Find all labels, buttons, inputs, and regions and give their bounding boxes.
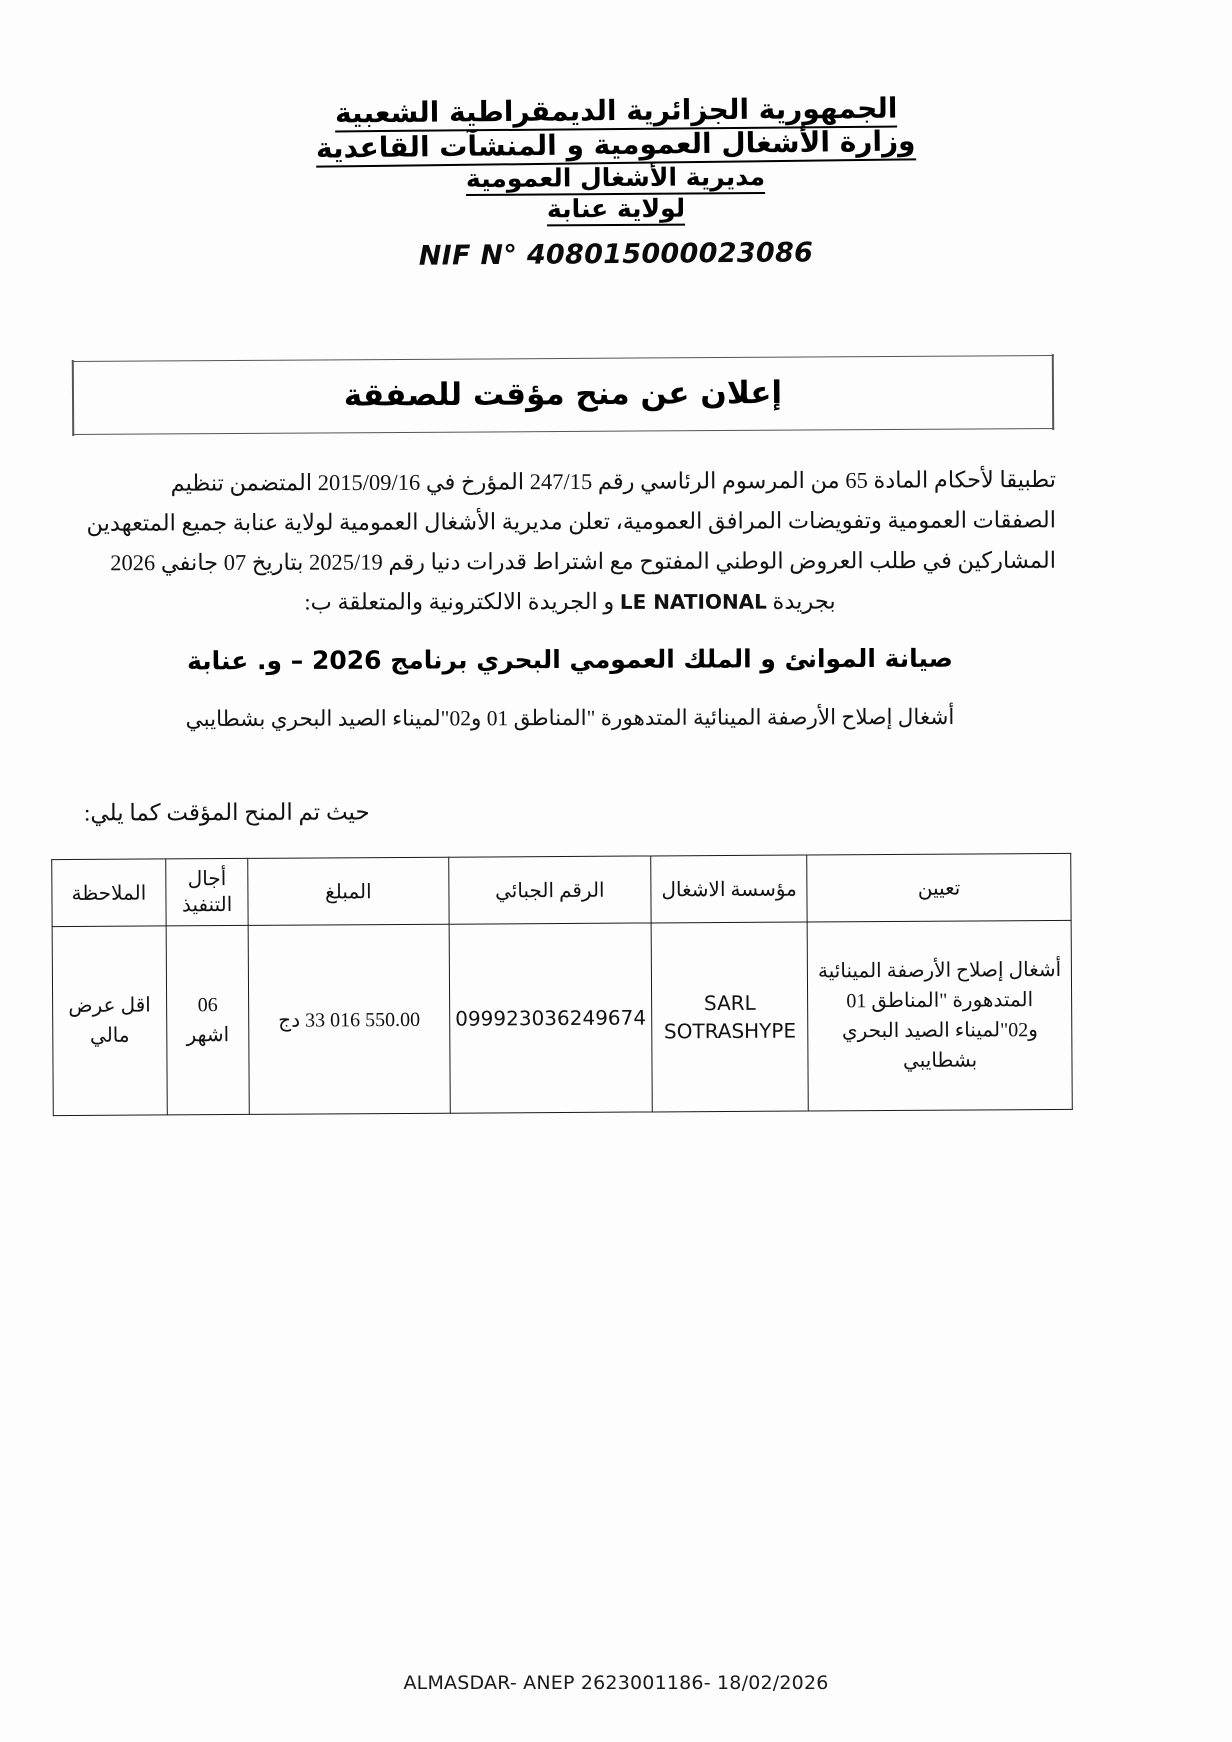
- cell-company-line1: SARL: [703, 990, 756, 1016]
- cell-company-line2: SOTRASHYPE: [663, 1018, 797, 1044]
- body-line-3: المشاركين في طلب العروض الوطني المفتوح مع اشتراط قدرات دنيا رقم 2025/19 بتاريخ 07 جانفي 2026: [110, 547, 1057, 576]
- body-line-4: [84, 581, 1056, 623]
- cell-company: [651, 922, 808, 1112]
- cell-amount-value: 33 016 550.00: [305, 1008, 421, 1032]
- cell-delay-number: 06: [197, 994, 218, 1017]
- cell-delay: [166, 925, 249, 1114]
- table-header-delay: [166, 858, 249, 926]
- header-line-ministry-text: وزارة الأشغال العمومية و المنشآت القاعدية: [316, 127, 916, 169]
- award-table: [51, 853, 1073, 1116]
- table-header-company: مؤسسة الاشغال: [651, 855, 808, 923]
- cell-remark-line1: اقل عرض: [68, 994, 151, 1018]
- table-row: [52, 920, 1072, 1115]
- cell-delay-unit: اشهر: [186, 1024, 230, 1047]
- cell-fiscal-number: 099923036249674: [449, 923, 653, 1113]
- document-header: [0, 91, 1232, 273]
- project-title: صيانة الموانئ و الملك العمومي البحري برنامج 2026 – و. عنابة: [187, 643, 953, 676]
- table-header-amount: المبلغ: [248, 857, 449, 925]
- cell-amount: [248, 924, 450, 1114]
- body-line-2: الصفقات العمومية وتفويضات المرافق العمومية، تعلن مديرية الأشغال العمومية لولاية عنابة جميع المتعهدين: [86, 507, 1057, 536]
- table-header-remark: الملاحظة: [52, 859, 166, 927]
- award-lead-in: [84, 800, 1056, 826]
- award-lead-in-text: حيث تم المنح المؤقت كما يلي:: [83, 799, 370, 826]
- announcement-title: إعلان عن منح مؤقت للصفقة: [343, 374, 783, 414]
- body-newspaper-suffix: و الجريدة الالكترونية والمتعلقة ب:: [304, 588, 615, 615]
- cell-amount-currency: دج: [278, 1009, 301, 1032]
- header-line-wilaya-text: لولاية عنابة: [547, 195, 685, 227]
- announcement-title-box: [72, 355, 1054, 435]
- body-line-1: تطبيقا لأحكام المادة 65 من المرسوم الرئاسي رقم 247/15 المؤرخ في 2015/09/16 المتضمن تنظيم: [170, 466, 1057, 496]
- table-header-delay-line1: أجال: [187, 868, 227, 891]
- cell-designation: أشغال إصلاح الأرصفة المينائية المتدهورة "المناطق 01 و02"لميناء الصيد البحري بشطايبي: [807, 920, 1072, 1111]
- header-line-republic-text: الجمهورية الجزائرية الديمقراطية الشعبية: [335, 94, 898, 133]
- header-line-republic: [0, 91, 1232, 130]
- body-newspaper-prefix: بجريدة: [772, 588, 836, 614]
- table-header-fiscal-number: الرقم الجبائي: [448, 856, 651, 924]
- table-header-designation: تعيين: [807, 853, 1071, 922]
- announcement-body: [84, 462, 1056, 622]
- nif-number: NIF N° 408015000023086: [418, 237, 814, 273]
- document-footer: ALMASDAR- ANEP 2623001186- 18/02/2026: [403, 1672, 829, 1694]
- table-header-delay-line2: التنفيذ: [181, 894, 233, 917]
- body-newspaper-name: LE NATIONAL: [619, 589, 767, 614]
- header-line-directorate-text: مديرية الأشغال العمومية: [466, 163, 765, 196]
- header-line-directorate: [0, 164, 1232, 195]
- header-line-wilaya: [0, 195, 1232, 226]
- header-line-ministry: [0, 124, 1232, 165]
- table-header-row: [52, 853, 1071, 926]
- cell-remark: [52, 926, 167, 1116]
- cell-remark-line2: مالي: [89, 1024, 130, 1047]
- award-table-wrapper: [51, 853, 1073, 1116]
- project-description: أشغال إصلاح الأرصفة المينائية المتدهورة "المناطق 01 و02"لميناء الصيد البحري بشطايبي: [185, 704, 955, 732]
